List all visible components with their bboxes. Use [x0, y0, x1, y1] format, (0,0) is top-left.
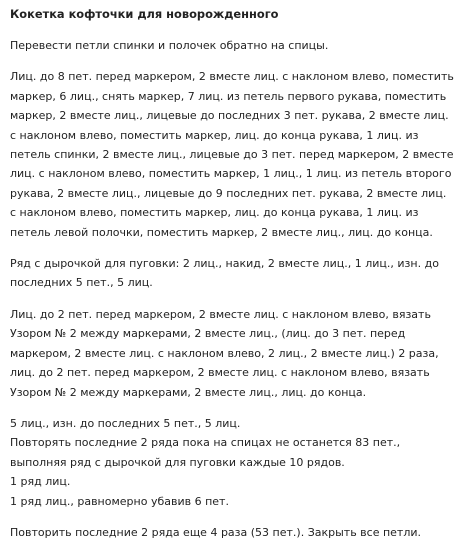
- document-title: Кокетка кофточки для новорожденного: [10, 7, 279, 21]
- text-line: маркером, 2 вместе лиц. с наклоном влево, 2 лиц., 2 вместе лиц.) 2 раза,: [10, 346, 439, 360]
- document: [10, 6, 458, 558]
- paragraph-repeat-instructions: [10, 414, 458, 511]
- text-line: Повторять последние 2 ряда пока на спицах не останется 83 пет.,: [10, 436, 401, 450]
- text-line: Узором № 2 между маркерами, 2 вместе лиц., лиц. до конца.: [10, 385, 367, 399]
- text-line: Узором № 2 между маркерами, 2 вместе лиц., (лиц. до 3 пет. перед: [10, 327, 406, 341]
- text-line: Перевести петли спинки и полочек обратно на спицы.: [10, 39, 329, 52]
- paragraph-buttonhole-row: [10, 254, 458, 293]
- paragraph-transfer-stitches: [10, 36, 458, 55]
- text-line: рукава, 2 вместе лиц., лицевые до 9 последних пет. рукава, 2 вместе лиц.: [10, 186, 447, 200]
- text-line: петель спинки, 2 вместе лиц., лицевые до 3 пет. перед маркером, 2 вместе: [10, 148, 454, 162]
- text-line: с наклоном влево, поместить маркер, лиц. до конца рукава, 1 лиц. из: [10, 206, 419, 220]
- text-line: лиц. с наклоном влево, поместить маркер, 1 лиц., 1 лиц. из петель второго: [10, 167, 452, 181]
- text-line: 1 ряд лиц., равномерно убавив 6 пет.: [10, 494, 229, 508]
- text-line: выполняя ряд с дырочкой для пуговки каждые 10 рядов.: [10, 455, 345, 469]
- text-line: с наклоном влево, поместить маркер, лиц. до конца рукава, 1 лиц. из: [10, 128, 419, 142]
- paragraph-pattern-row: [10, 305, 458, 402]
- text-line: Ряд с дырочкой для пуговки: 2 лиц., накид, 2 вместе лиц., 1 лиц., изн. до: [10, 257, 439, 271]
- paragraph-bind-off: [10, 523, 458, 542]
- text-line: лиц. до 2 пет. перед маркером, 2 вместе лиц. с наклоном влево, вязать: [10, 366, 430, 380]
- text-line: 1 ряд лиц.: [10, 475, 71, 489]
- text-line: Лиц. до 2 пет. перед маркером, 2 вместе лиц. с наклоном влево, вязать: [10, 307, 431, 321]
- text-line: маркер, 6 лиц., снять маркер, 7 лиц. из петель первого рукава, поместить: [10, 89, 447, 103]
- paragraph-yoke-decrease-row: [10, 67, 458, 242]
- text-line: 5 лиц., изн. до последних 5 пет., 5 лиц.: [10, 416, 241, 430]
- text-line: маркер, 2 вместе лиц., лицевые до последних 3 пет. рукава, 2 вместе лиц.: [10, 109, 449, 123]
- text-line: петель левой полочки, поместить маркер, 2 вместе лиц., лиц. до конца.: [10, 225, 433, 239]
- text-line: Повторить последние 2 ряда еще 4 раза (53 пет.). Закрыть все петли.: [10, 525, 422, 539]
- text-line: последних 5 пет., 5 лиц.: [10, 276, 153, 290]
- text-line: Лиц. до 8 пет. перед маркером, 2 вместе лиц. с наклоном влево, поместить: [10, 70, 454, 84]
